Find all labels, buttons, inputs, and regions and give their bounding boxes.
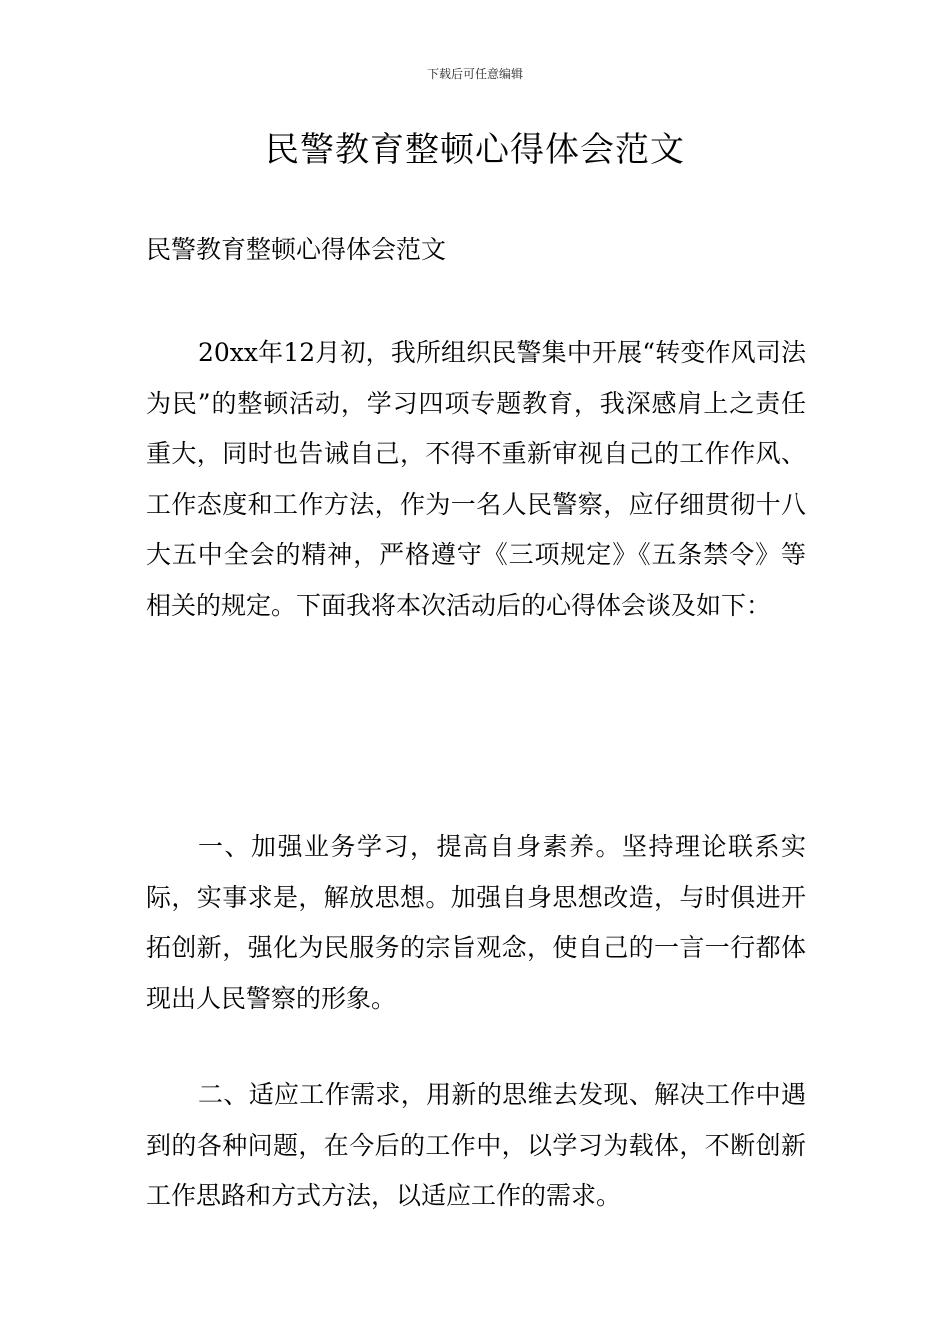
paragraph-point-two: 二、适应工作需求，用新的思维去发现、解决工作中遇到的各种问题，在今后的工作中，以学习为载体，不断创新工作思路和方式方法，以适应工作的需求。 (146, 1080, 806, 1210)
document-title: 民警教育整顿心得体会范文 (265, 130, 685, 170)
header-note: 下载后可任意编辑 (426, 67, 523, 81)
paragraph-intro: 20xx年12月初，我所组织民警集中开展“转变作风司法为民”的整顿活动，学习四项专题教育，我深感肩上之责任重大，同时也告诫自己，不得不重新审视自己的工作作风、工作态度和工作方法，作为一名人民警察，应仔细贯彻十八大五中全会的精神，严格遵守《三项规定》《五条禁令》等相关的规定。下面我将本次活动后的心得体会谈及如下： (146, 338, 806, 620)
paragraph-point-one: 一、加强业务学习，提高自身素养。坚持理论联系实际，实事求是，解放思想。加强自身思想改造，与时俱进开拓创新，强化为民服务的宗旨观念，使自己的一言一行都体现出人民警察的形象。 (146, 832, 806, 1013)
document-subtitle: 民警教育整顿心得体会范文 (146, 235, 447, 264)
